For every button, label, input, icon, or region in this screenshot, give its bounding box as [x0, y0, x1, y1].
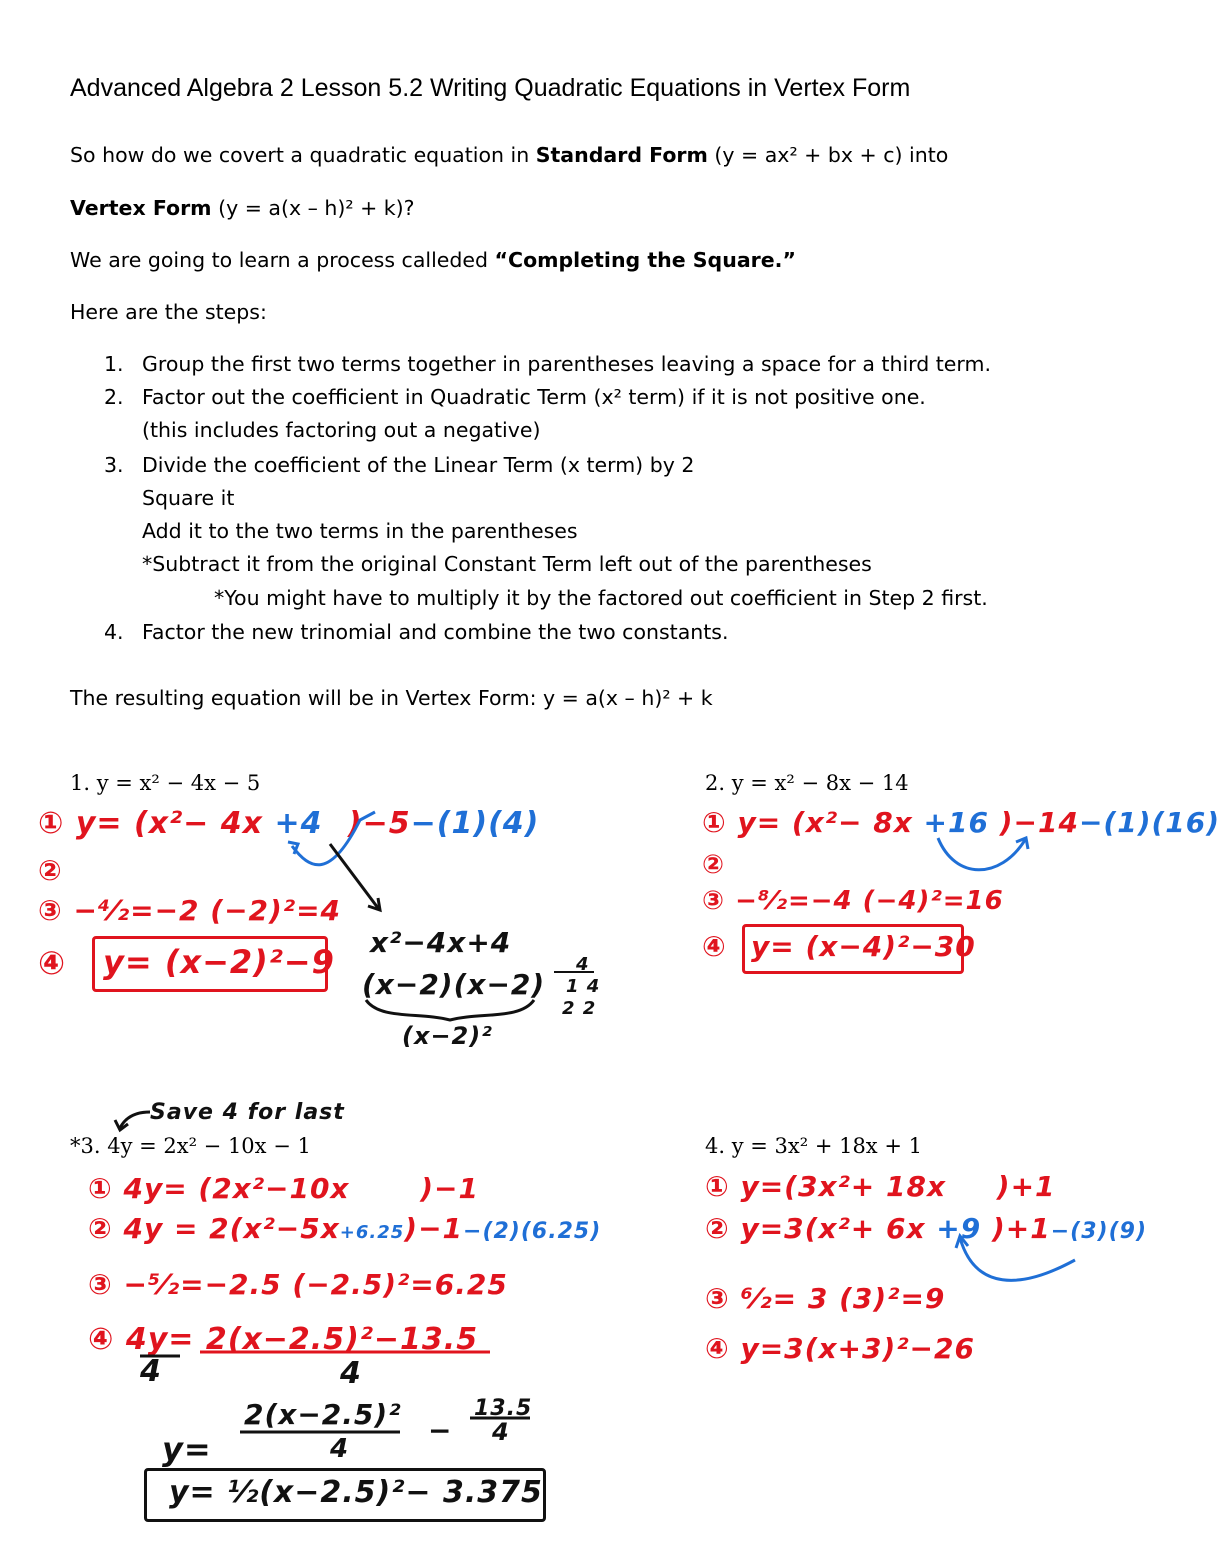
- p3-step-2: ② 4y = 2(x²−5x+6.25)−1−(2)(6.25): [88, 1212, 602, 1245]
- problem-4-label: 4. y = 3x² + 18x + 1: [705, 1134, 922, 1158]
- problem-3-label: *3. 4y = 2x² − 10x − 1: [70, 1134, 311, 1158]
- step-number: 1.: [104, 352, 124, 376]
- p3-y-equals: y=: [162, 1430, 212, 1468]
- p4-step-4: ④ y=3(x+3)²−26: [705, 1332, 975, 1365]
- p2-step-3: ③ −⁸⁄₂=−4 (−4)²=16: [702, 886, 1004, 916]
- p3-fraction-1-den: 4: [330, 1434, 350, 1464]
- step-text: Divide the coefficient of the Linear Term (x term) by 2: [142, 453, 695, 477]
- step-text: (this includes factoring out a negative): [142, 418, 541, 442]
- intro-line-2: Vertex Form (y = a(x – h)² + k)?: [70, 196, 415, 220]
- p3-fraction-1-num: 2(x−2.5)²: [244, 1398, 402, 1431]
- p1-factor-top: 4: [576, 954, 590, 975]
- step-text: *Subtract it from the original Constant Term left out of the parentheses: [142, 552, 872, 576]
- p1-step-4: ④: [38, 944, 67, 982]
- intro-line-4: Here are the steps:: [70, 300, 267, 324]
- step-number: 2.: [104, 385, 124, 409]
- step-text: Square it: [142, 486, 235, 510]
- p3-step-1: ① 4y= (2x²−10x )−1: [88, 1172, 479, 1205]
- p1-step-1: ① y= (x²− 4x +4 )−5−(1)(4): [38, 806, 540, 841]
- p4-step-3: ③ ⁶⁄₂= 3 (3)²=9: [705, 1282, 946, 1315]
- p1-blue-arrow: [292, 812, 375, 865]
- p1-factor-bot: 2 2: [562, 998, 597, 1019]
- problem-2-label: 2. y = x² − 8x − 14: [705, 771, 909, 795]
- p1-brace: [366, 1000, 534, 1020]
- p3-minus: −: [428, 1414, 453, 1447]
- p1-black-arrow: [330, 844, 378, 908]
- p1-step-2: ②: [38, 854, 63, 887]
- p2-step-2: ②: [702, 850, 726, 880]
- step-text: Group the first two terms together in parentheses leaving a space for a third term.: [142, 352, 991, 376]
- p3-step-3: ③ −⁵⁄₂=−2.5 (−2.5)²=6.25: [88, 1268, 508, 1301]
- intro-line-1: So how do we covert a quadratic equation in Standard Form (y = ax² + bx + c) into: [70, 143, 949, 167]
- p1-factor-mid: 1 4: [566, 976, 601, 997]
- p3-fraction-2-num: 13.5: [474, 1396, 533, 1421]
- p4-step-2: ② y=3(x²+ 6x +9 )+1−(3)(9): [705, 1212, 1148, 1245]
- p3-step-4: ④ 4y= 2(x−2.5)²−13.5: [88, 1322, 479, 1357]
- p1-side-factored: (x−2)(x−2): [362, 968, 546, 1001]
- step-text: *You might have to multiply it by the factored out coefficient in Step 2 first.: [214, 586, 988, 610]
- p3-denominator-left: 4: [140, 1354, 162, 1389]
- p1-step-3: ③ −⁴⁄₂=−2 (−2)²=4: [38, 894, 342, 927]
- step-number: 3.: [104, 453, 124, 477]
- p2-step-1: ① y= (x²− 8x +16 )−14−(1)(16): [702, 806, 1220, 839]
- p1-side-square: (x−2)²: [402, 1022, 493, 1050]
- p1-side-trinomial: x²−4x+4: [370, 926, 512, 959]
- problem-1-label: 1. y = x² − 4x − 5: [70, 771, 261, 795]
- page-title: Advanced Algebra 2 Lesson 5.2 Writing Quadratic Equations in Vertex Form: [70, 74, 911, 102]
- p2-blue-arrow: [938, 838, 1025, 870]
- p4-blue-arrow: [960, 1238, 1075, 1280]
- step-number: 4.: [104, 620, 124, 644]
- p3-fraction-2-den: 4: [492, 1418, 510, 1446]
- p3-answer: y= ½(x−2.5)²− 3.375: [169, 1475, 543, 1510]
- intro-line-3: We are going to learn a process calleded “Completing the Square.”: [70, 248, 796, 272]
- step-text: Factor out the coefficient in Quadratic Term (x² term) if it is not positive one.: [142, 385, 926, 409]
- step-text: Add it to the two terms in the parentheses: [142, 519, 578, 543]
- p3-denominator-right: 4: [340, 1356, 362, 1391]
- p2-step-4: ④: [702, 930, 727, 963]
- p3-note: Save 4 for last: [150, 1100, 345, 1125]
- step-text: Factor the new trinomial and combine the two constants.: [142, 620, 729, 644]
- result-line: The resulting equation will be in Vertex Form: y = a(x – h)² + k: [70, 686, 713, 710]
- p4-step-1: ① y=(3x²+ 18x )+1: [705, 1170, 1056, 1203]
- p2-answer: y= (x−4)²−30: [751, 930, 976, 963]
- p1-answer: y= (x−2)²−9: [103, 943, 335, 981]
